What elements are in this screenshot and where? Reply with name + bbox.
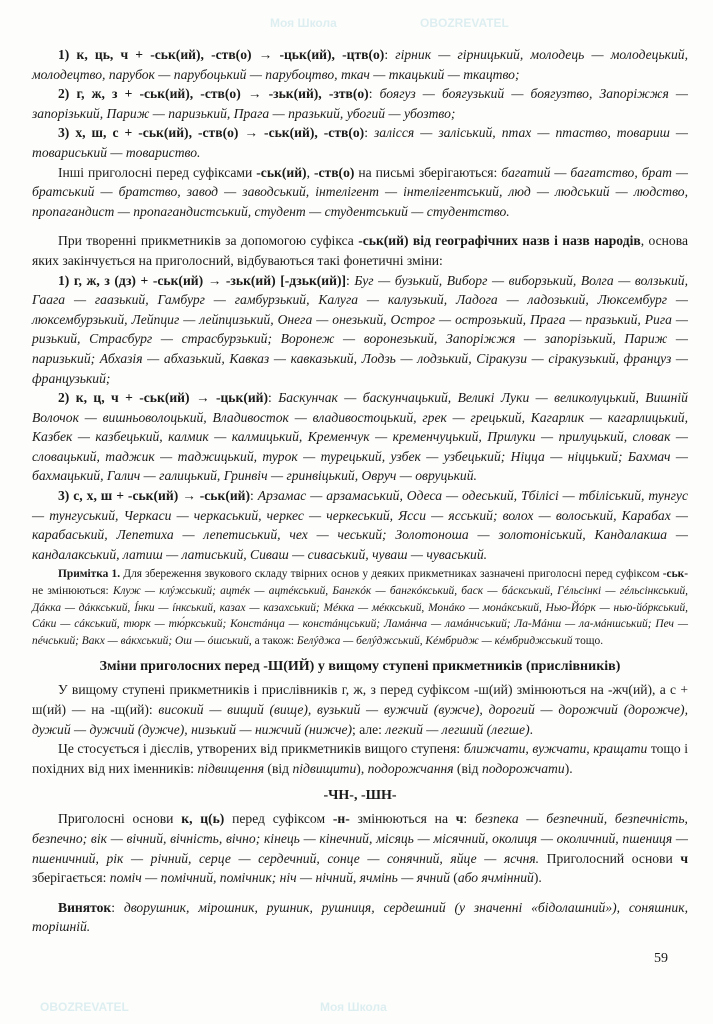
example-text: високий — вищий (вище), вузький — вужчий (вужче), дорогий — дорожчий (дорожче), дужий — дужчий (дужче), низький — нижчий (нижче)	[32, 702, 688, 737]
body-text: ,	[306, 164, 314, 180]
body-text: ).	[533, 870, 542, 886]
bold-text: -ств(о)	[313, 164, 355, 180]
example-text: дворушник, мірошник, рушник, рушниця, сердешний (у значенні «бідолашний»), соняшник, торішній.	[32, 899, 688, 935]
bold-text: -ськ-	[662, 568, 688, 581]
example-text: підвищити	[292, 760, 357, 776]
paragraph-geo-rule-2	[32, 388, 688, 486]
bold-text: 3) х, ш, с + -ськ(ий), -ств(о) → -ськ(ий), -ств(о)	[58, 125, 365, 141]
body-text: тощо і похідних від них іменників:	[32, 741, 688, 776]
bold-text: к, ц(ь)	[181, 811, 225, 827]
body-text: ),	[356, 760, 368, 776]
body-text: :	[111, 899, 124, 915]
example-text: Арзамас — арзамаський, Одеса — одеський, Тбілісі — тбіліський, тунгус — тунгуський, Черкаси — черкаський, черкес — черкеський, Ясси — ясський; волох — волоський, Карабах — карабаський, Лепетиха — лепетиський, чех — чеський; Золотоноша — золотоніський, Кандалакша — кандалакський, латиш — латиський, Сиваш — сиваський, чуваш — чуваський.	[32, 488, 688, 562]
body-text: (від	[453, 760, 482, 776]
bold-text: Примітка 1.	[58, 568, 121, 581]
body-text: :	[463, 811, 475, 827]
body-text: зберігається:	[32, 870, 110, 886]
paragraph-exception	[32, 898, 688, 937]
paragraph-geo-rule-1	[32, 271, 688, 389]
bold-text: 2) г, ж, з + -ськ(ий), -ств(о) → -зьк(ий), -зтв(о)	[58, 86, 369, 102]
paragraph-rule-3	[32, 123, 688, 162]
body-text: , основа яких закінчується на приголосний, відбуваються такі фонетичні зміни:	[32, 233, 688, 268]
body-text: :	[368, 86, 380, 102]
example-text: Белýджа — белýджський, Кéмбридж — кéмбриджський	[296, 634, 573, 647]
bold-text: -ськ(ий) від географічних назв і назв народів	[358, 233, 641, 249]
bold-text: 1) к, ць, ч + -ськ(ий), -ств(о) → -цьк(ий), -цтв(о)	[58, 47, 385, 62]
example-text: подорожчання	[367, 760, 454, 776]
paragraph-chn	[32, 809, 688, 887]
body-text: Для збереження звукового складу твірних основ у деяких прикметниках зазначені приголосні перед суфіксом	[120, 568, 663, 581]
paragraph-comparative	[32, 680, 688, 739]
body-text: Інші приголосні перед суфіксами	[58, 164, 257, 180]
body-text: на письмі зберігаються:	[354, 164, 502, 180]
body-text: .	[529, 721, 533, 737]
example-text: залісся — заліський, птах — птаство, товариш — товариський — товариство.	[32, 125, 688, 160]
bold-text: ч	[680, 850, 688, 866]
bold-text: Виняток	[58, 899, 112, 915]
paragraph-rule-2	[32, 84, 688, 123]
watermark: Моя Школа	[270, 16, 337, 30]
bold-text: 1) г, ж, з (дз) + -ськ(ий) → -зьк(ий) [-дзьк(ий)]	[58, 272, 347, 288]
paragraph-geographic-intro	[32, 231, 688, 270]
example-text: ближчати, вужчати, кращати	[463, 741, 648, 757]
body-text: :	[384, 47, 396, 62]
example-text: подорожчати	[481, 760, 565, 776]
body-text: :	[250, 488, 258, 504]
body-text: (	[449, 870, 458, 886]
bold-text: -ськ(ий)	[256, 164, 307, 180]
example-text: боягуз — боягузький — боягузтво, Запоріжжя — запорізький, Париж — паризький, Прага — празький, убогий — убозтво;	[32, 86, 688, 121]
body-text: При творенні прикметників за допомогою суфікса	[58, 233, 359, 249]
example-text: легкий — легший (легше)	[385, 721, 530, 737]
example-text: Буг — бузький, Виборг — виборзький, Волга — волзький, Гаага — гаазький, Гамбург — гамбурзький, Калуга — калузький, Ладога — ладозький, Люксембург — люксембурзький, Лейпциг — лейпцизький, Онега — онезький, Острог — острозький, Прага — празький, Рига — ризький, Страсбург — страсбурзький; Воронеж — воронезький, Запоріжжя — запорізький, Париж — паризький; Абхазія — абхазький, Кавказ — кавказький, Лодзь — лодзький, Сіракузи — сіракузький, француз — французький;	[32, 272, 688, 386]
body-text: Приголосний основи	[539, 850, 681, 866]
body-text: :	[268, 390, 279, 406]
watermark: OBOZREVATEL	[420, 16, 509, 30]
note-1	[32, 566, 688, 649]
body-text: У вищому ступені прикметників і прислівників г, ж, з перед суфіксом -ш(ий) змінюються на -жч(ий), а с + ш(ий) — на -щ(ий):	[32, 682, 688, 717]
body-text: ).	[564, 760, 573, 776]
body-text: ; але:	[352, 721, 386, 737]
example-text: гірник — гірницький, молодець — молодецький, молодецтво, парубок — парубоцький — парубоцтво, ткач — ткацький — ткацтво;	[32, 47, 688, 82]
body-text: (від	[264, 760, 293, 776]
body-text: не змінюються:	[32, 585, 113, 598]
example-text: Баскунчак — баскунчацький, Великі Луки — великолуцький, Вишній Волочок — вишньоволоцький, Владивосток — владивостоцький, грек — грецький, Кагарлик — кагарлицький, Казбек — казбецький, калмик — калмицький, Кременчук — кременчуцький, Прилуки — прилуцький, словак — словацький, таджик — таджицький, турок — турецький, узбек — узбецький; Ніцца — ніццький; Бахмач — бахмацький, Галич — галицький, Гринвіч — гринвіцький, Овруч — овруцький.	[32, 390, 688, 484]
body-text: Приголосні основи	[58, 811, 182, 827]
section-heading-chn-shn: -ЧН-, -ШН-	[323, 788, 397, 804]
example-text: або ячмінний	[457, 870, 534, 886]
example-text: підвищення	[197, 760, 265, 776]
paragraph-rule-1	[32, 45, 688, 84]
paragraph-verbs	[32, 739, 688, 778]
body-text: перед суфіксом	[224, 811, 333, 827]
example-text: багатий — багатство, брат — братський — братство, завод — заводський, інтелігент — інтелігентський, люд — людський — людство, пропагандист — пропагандистський, студент — студентський — студентство.	[32, 164, 689, 219]
paragraph-other-consonants	[32, 163, 688, 222]
bold-text: -н-	[332, 811, 350, 827]
body-text: , а також:	[248, 634, 297, 647]
paragraph-geo-rule-3	[32, 486, 688, 564]
body-text: :	[364, 125, 374, 141]
body-text: Це стосується і дієслів, утворених від прикметників вищого ступеня:	[58, 741, 464, 757]
body-text: змінюються на	[349, 811, 456, 827]
body-text: тощо.	[572, 634, 604, 647]
body-text: :	[346, 272, 355, 288]
watermark: OBOZREVATEL	[40, 1000, 129, 1014]
example-text: поміч — помічний, помічник; ніч — нічний, ячмінь — ячний	[109, 870, 450, 886]
watermark: Моя Школа	[320, 1000, 387, 1014]
page-number: 59	[654, 950, 668, 966]
example-text: Клуж — клýжський; ацтéк — ацтéкський, Бангкóк — бангкóкський, баск — бáскський, Гéльсінкі — гéльсінкський, Дáкка — дáккський, Íнки — íнкський, казах — казахський; Мéкка — мéккський, Монáко — монáкський, Нью-Йóрк — нью-йóркський, Сáки — сáкський, тюрк — тю́ркський; Констáнца — констáнцський; Ламáнча — ламáнчський; Ла-Мáнш — ла-мáншський; Печ — пéчський; Вакх — вáкхський; Ош — óшський	[32, 585, 688, 647]
bold-text: ч	[455, 811, 464, 827]
bold-text: 2) к, ц, ч + -ськ(ий) → -цьк(ий)	[58, 390, 269, 406]
bold-text: 3) с, х, ш + -ськ(ий) → -ськ(ий)	[58, 488, 251, 504]
section-heading-comparative: Зміни приголосних перед -Ш(ИЙ) у вищому ступені прикметників (прислівників)	[99, 659, 621, 675]
example-text: безпека — безпечний, безпечність, безпечно; вік — вічний, вічність, вічно; кінець — кінечний, місяць — місячний, околиця — околичний, пшениця — пшеничний, рік — річний, серце — сердечний, сонце — сонячний, яйце — ясчня.	[32, 811, 688, 866]
